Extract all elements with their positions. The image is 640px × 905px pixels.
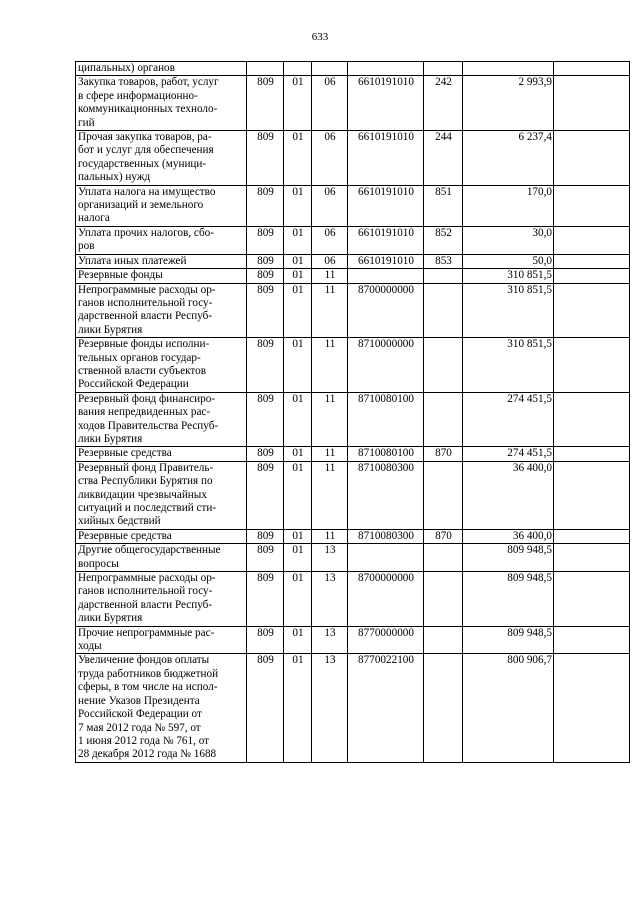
table-row [76, 185, 630, 226]
table-row [76, 461, 630, 529]
empty-column [554, 185, 630, 226]
section-code: 01 [284, 283, 312, 338]
row-name-line: дарственной власти Респуб- [78, 598, 213, 611]
expense-type: 852 [424, 226, 463, 254]
row-name-line: пальных) нужд [78, 171, 151, 184]
amount [463, 62, 554, 76]
empty-column [554, 654, 630, 762]
empty-column [554, 447, 630, 461]
subsection-code: 13 [312, 654, 348, 762]
empty-column [554, 544, 630, 572]
subsection-code: 06 [312, 254, 348, 268]
expense-type [424, 626, 463, 654]
ministry-code: 809 [247, 338, 284, 393]
subsection-code: 11 [312, 447, 348, 461]
expense-type [424, 62, 463, 76]
amount: 36 400,0 [463, 461, 554, 529]
row-name-line: в сфере информационно- [78, 89, 198, 102]
row-name [76, 226, 247, 254]
target-article: 8770022100 [348, 654, 424, 762]
expense-type [424, 544, 463, 572]
row-name-line: ходы [78, 640, 102, 653]
subsection-code: 11 [312, 529, 348, 543]
table-row [76, 254, 630, 268]
ministry-code: 809 [247, 392, 284, 447]
row-name-line: ходов Правительства Респуб- [78, 419, 219, 432]
ministry-code: 809 [247, 269, 284, 283]
row-name-line: налога [78, 212, 110, 225]
row-name [76, 572, 247, 627]
row-name [76, 338, 247, 393]
ministry-code: 809 [247, 447, 284, 461]
subsection-code: 11 [312, 392, 348, 447]
ministry-code: 809 [247, 654, 284, 762]
section-code: 01 [284, 447, 312, 461]
section-code: 01 [284, 131, 312, 186]
row-name-line: Резервный фонд финансиро- [78, 392, 216, 405]
row-name-line: государственных (муници- [78, 157, 207, 170]
row-name-line: Прочая закупка товаров, ра- [78, 131, 212, 144]
target-article: 8700000000 [348, 572, 424, 627]
table-row [76, 654, 630, 762]
table-row [76, 529, 630, 543]
expense-type: 870 [424, 529, 463, 543]
target-article: 6610191010 [348, 254, 424, 268]
target-article [348, 269, 424, 283]
amount: 310 851,5 [463, 283, 554, 338]
row-name [76, 254, 247, 268]
empty-column [554, 283, 630, 338]
page-number: 633 [311, 31, 329, 43]
subsection-code: 06 [312, 131, 348, 186]
row-name-line: лики Бурятия [78, 612, 143, 625]
row-name [76, 544, 247, 572]
row-name-line: Уплата налога на имущество [78, 185, 216, 198]
target-article: 6610191010 [348, 185, 424, 226]
section-code: 01 [284, 338, 312, 393]
amount: 310 851,5 [463, 338, 554, 393]
expense-type [424, 269, 463, 283]
row-name [76, 626, 247, 654]
row-name [76, 654, 247, 762]
expense-type [424, 461, 463, 529]
row-name-line: ства Республики Бурятия по [78, 475, 213, 488]
table-row [76, 226, 630, 254]
amount: 36 400,0 [463, 529, 554, 543]
row-name [76, 529, 247, 543]
amount: 2 993,9 [463, 76, 554, 131]
subsection-code [312, 62, 348, 76]
row-name [76, 62, 247, 76]
subsection-code: 13 [312, 626, 348, 654]
ministry-code [247, 62, 284, 76]
target-article: 8770000000 [348, 626, 424, 654]
row-name-line: Резервный фонд Правитель- [78, 461, 214, 474]
amount: 274 451,5 [463, 447, 554, 461]
table-row [76, 62, 630, 76]
row-name-line: бот и услуг для обеспечения [78, 144, 214, 157]
subsection-code: 11 [312, 269, 348, 283]
budget-table [75, 61, 630, 763]
section-code: 01 [284, 626, 312, 654]
row-name-line: ганов исполнительной госу- [78, 296, 213, 309]
section-code: 01 [284, 461, 312, 529]
subsection-code: 11 [312, 283, 348, 338]
row-name-line: Другие общегосударственные [78, 544, 221, 557]
expense-type [424, 283, 463, 338]
row-name-line: труда работников бюджетной [78, 667, 219, 680]
row-name-line: Уплата прочих налогов, сбо- [78, 226, 214, 239]
empty-column [554, 626, 630, 654]
section-code: 01 [284, 654, 312, 762]
expense-type: 244 [424, 131, 463, 186]
section-code: 01 [284, 76, 312, 131]
subsection-code: 13 [312, 544, 348, 572]
expense-type: 851 [424, 185, 463, 226]
amount: 274 451,5 [463, 392, 554, 447]
target-article [348, 544, 424, 572]
row-name-line: Резервные средства [78, 447, 172, 460]
row-name-line: Непрограммные расходы ор- [78, 283, 216, 296]
amount: 310 851,5 [463, 269, 554, 283]
row-name-line: организаций и земельного [78, 199, 204, 212]
row-name-line: Резервные фонды исполни- [78, 338, 210, 351]
row-name-line: тельных органов государ- [78, 351, 201, 364]
empty-column [554, 62, 630, 76]
row-name [76, 392, 247, 447]
target-article [348, 62, 424, 76]
empty-column [554, 529, 630, 543]
section-code: 01 [284, 572, 312, 627]
row-name-line: нение Указов Президента [78, 694, 200, 707]
ministry-code: 809 [247, 226, 284, 254]
row-name [76, 185, 247, 226]
target-article: 8700000000 [348, 283, 424, 338]
target-article: 8710080300 [348, 529, 424, 543]
empty-column [554, 269, 630, 283]
ministry-code: 809 [247, 131, 284, 186]
row-name-line: ственной власти субъектов [78, 364, 207, 377]
ministry-code: 809 [247, 185, 284, 226]
amount: 809 948,5 [463, 626, 554, 654]
row-name-line: ликвидации чрезвычайных [78, 488, 207, 501]
empty-column [554, 131, 630, 186]
table-row [76, 76, 630, 131]
subsection-code: 06 [312, 185, 348, 226]
target-article: 6610191010 [348, 76, 424, 131]
table-row [76, 544, 630, 572]
ministry-code: 809 [247, 572, 284, 627]
row-name-line: Прочие непрограммные рас- [78, 626, 215, 639]
table-row [76, 626, 630, 654]
empty-column [554, 392, 630, 447]
amount: 30,0 [463, 226, 554, 254]
ministry-code: 809 [247, 461, 284, 529]
amount: 6 237,4 [463, 131, 554, 186]
empty-column [554, 254, 630, 268]
row-name-line: Увеличение фондов оплаты [78, 654, 210, 667]
row-name [76, 283, 247, 338]
subsection-code: 11 [312, 338, 348, 393]
target-article: 8710080300 [348, 461, 424, 529]
budget-table-body [76, 62, 630, 763]
subsection-code: 06 [312, 226, 348, 254]
row-name [76, 461, 247, 529]
table-row [76, 447, 630, 461]
target-article: 8710080100 [348, 392, 424, 447]
subsection-code: 06 [312, 76, 348, 131]
empty-column [554, 226, 630, 254]
ministry-code: 809 [247, 254, 284, 268]
section-code: 01 [284, 392, 312, 447]
table-row [76, 269, 630, 283]
row-name-line: Резервные фонды [78, 269, 163, 282]
row-name-line: ципальных) органов [78, 62, 175, 74]
expense-type: 242 [424, 76, 463, 131]
target-article: 6610191010 [348, 226, 424, 254]
row-name-line: вания непредвиденных рас- [78, 406, 211, 419]
row-name-line: Закупка товаров, работ, услуг [78, 76, 219, 89]
amount: 809 948,5 [463, 544, 554, 572]
section-code [284, 62, 312, 76]
row-name-line: дарственной власти Респуб- [78, 310, 213, 323]
target-article: 6610191010 [348, 131, 424, 186]
ministry-code: 809 [247, 529, 284, 543]
table-row [76, 131, 630, 186]
empty-column [554, 461, 630, 529]
table-row [76, 392, 630, 447]
expense-type [424, 392, 463, 447]
row-name-line: 28 декабря 2012 года № 1688 [78, 748, 217, 761]
row-name [76, 447, 247, 461]
ministry-code: 809 [247, 626, 284, 654]
amount: 50,0 [463, 254, 554, 268]
section-code: 01 [284, 226, 312, 254]
row-name-line: ганов исполнительной госу- [78, 585, 213, 598]
target-article: 8710000000 [348, 338, 424, 393]
section-code: 01 [284, 254, 312, 268]
row-name [76, 269, 247, 283]
section-code: 01 [284, 529, 312, 543]
empty-column [554, 76, 630, 131]
row-name-line: коммуникационных техноло- [78, 103, 218, 116]
expense-type: 870 [424, 447, 463, 461]
row-name-line: 7 мая 2012 года № 597, от [78, 721, 201, 734]
target-article: 8710080100 [348, 447, 424, 461]
row-name-line: ров [78, 240, 95, 253]
amount: 800 906,7 [463, 654, 554, 762]
section-code: 01 [284, 544, 312, 572]
ministry-code: 809 [247, 283, 284, 338]
row-name-line: сферы, в том числе на испол- [78, 681, 218, 694]
subsection-code: 11 [312, 461, 348, 529]
expense-type: 853 [424, 254, 463, 268]
table-row [76, 283, 630, 338]
ministry-code: 809 [247, 76, 284, 131]
row-name-line: Непрограммные расходы ор- [78, 572, 216, 585]
amount: 809 948,5 [463, 572, 554, 627]
amount: 170,0 [463, 185, 554, 226]
row-name-line: вопросы [78, 557, 119, 570]
row-name-line: ситуаций и последствий сти- [78, 502, 217, 514]
row-name-line: 1 июня 2012 года № 761, от [78, 734, 210, 747]
empty-column [554, 572, 630, 627]
row-name-line: лики Бурятия [78, 323, 143, 336]
row-name-line: Российской Федерации [78, 378, 189, 391]
row-name-line: Уплата иных платежей [78, 254, 187, 267]
expense-type [424, 338, 463, 393]
expense-type [424, 654, 463, 762]
section-code: 01 [284, 269, 312, 283]
ministry-code: 809 [247, 544, 284, 572]
row-name-line: хийных бедствий [78, 515, 161, 528]
table-row [76, 572, 630, 627]
section-code: 01 [284, 185, 312, 226]
row-name-line: гий [78, 116, 95, 129]
row-name [76, 131, 247, 186]
row-name [76, 76, 247, 131]
table-row [76, 338, 630, 393]
empty-column [554, 338, 630, 393]
row-name-line: Российской Федерации от [78, 708, 202, 721]
subsection-code: 13 [312, 572, 348, 627]
expense-type [424, 572, 463, 627]
row-name-line: Резервные средства [78, 529, 172, 542]
row-name-line: лики Бурятия [78, 432, 143, 445]
